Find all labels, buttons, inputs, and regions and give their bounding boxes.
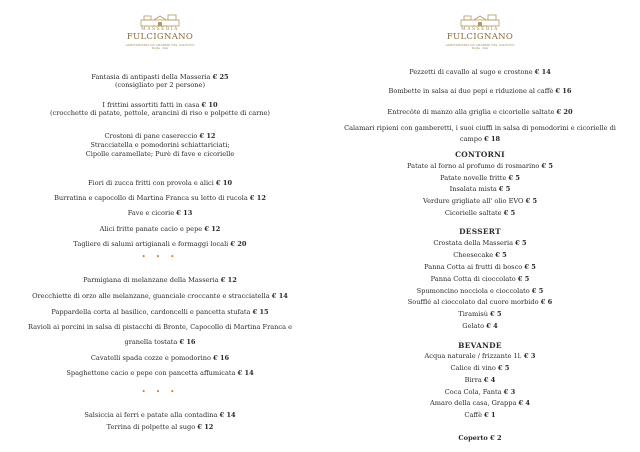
menu-item: Cheesecake € 5 — [453, 251, 507, 259]
menu-item-note: Cipolle caramellate; Purè di fave e cicorielle — [85, 150, 235, 158]
menu-right-page — [320, 0, 640, 452]
menu-item: Patate novelle fritte € 5 — [440, 174, 520, 182]
logo-subtitle: AGRITURISMO DA CHARME NEL SALENTO — [445, 43, 515, 47]
menu-item: Alici fritte panate cacio e pepe € 12 — [99, 225, 221, 233]
menu-item: Cavatelli spada cozze e pomodorino € 16 — [90, 354, 230, 362]
menu-item: Soufflé al cioccolato dal cuore morbido € 6 — [407, 298, 553, 306]
section-heading-contorni: CONTORNI — [455, 150, 505, 159]
menu-item: Terrina di polpette al sugo € 12 — [106, 423, 214, 431]
menu-item: Acqua naturale / frizzante 1l. € 3 — [424, 352, 536, 360]
menu-item: Birra € 4 — [464, 376, 496, 384]
menu-item: Crostata della Masseria € 5 — [433, 239, 527, 247]
menu-item: Panna Cotta ai frutti di bosco € 5 — [424, 263, 536, 271]
menu-item: granella tostata € 16 — [124, 338, 196, 346]
menu-item: Tiramisù € 5 — [458, 310, 502, 318]
logo-subtitle: AGRITURISMO DA CHARME NEL SALENTO — [125, 43, 195, 47]
logo-location: Puglia - Italy — [471, 47, 489, 50]
menu-item: Verdure grigliate all' olio EVO € 5 — [422, 197, 538, 205]
menu-item: Spumoncino nocciola e cioccolato € 5 — [416, 287, 544, 295]
menu-item: Crostoni di pane casereccio € 12 — [104, 132, 216, 140]
menu-item: Orecchiette di orzo alle melanzane, guanciale croccante e stracciatella € 14 — [32, 292, 288, 300]
menu-item: Entrecôte di manzo alla griglia e cicorielle saltate € 20 — [387, 108, 573, 116]
logo-name: FULCIGNANO — [446, 32, 514, 42]
menu-item: Pezzetti di cavallo al sugo e crostone € 14 — [409, 68, 551, 76]
logo-location: Puglia - Italy — [151, 47, 169, 50]
menu-item-note: Stracciatella e pomodorini schiattariciati; — [90, 141, 230, 149]
menu-item: Burratina e capocollo di Martina Franca su letto di rucola € 12 — [54, 194, 266, 202]
section-divider: • • • — [141, 388, 179, 396]
menu-item: Spaghettone cacio e pepe con pancetta affumicata € 14 — [66, 369, 254, 377]
menu-item: Coca Cola, Fanta € 3 — [444, 388, 516, 396]
menu-item: Parmigiana di melanzane della Masseria € 12 — [83, 276, 237, 284]
masseria-logo — [115, 13, 205, 53]
menu-item-note: (consigliato per 2 persone) — [114, 81, 206, 89]
menu-item: Fiori di zucca fritti con provola e alici € 10 — [87, 179, 233, 187]
menu-item: campo € 18 — [459, 135, 501, 143]
menu-item-note: (crocchette di patate, pettole, arancini di riso e polpette di carne) — [49, 109, 270, 117]
menu-item: Caffè € 1 — [464, 411, 496, 419]
menu-item: Pappardella corta al basilico, cardoncelli e pancetta stufata € 15 — [51, 308, 269, 316]
menu-item: Calice di vino € 5 — [450, 364, 510, 372]
menu-item: Ravioli ai porcini in salsa di pistacchi di Bronte, Capocollo di Martina Franca e — [27, 323, 293, 331]
menu-item: Patate al forno al profumo di rosmarino € 5 — [407, 162, 553, 170]
masseria-logo — [435, 13, 525, 53]
logo-top-text: MASSERIA — [461, 27, 499, 32]
menu-item: Amaro della casa, Grappa € 4 — [430, 399, 530, 407]
menu-item: I frittini assortiti fatti in casa € 10 — [102, 101, 218, 109]
menu-item: Bombette in salsa ai due pepi e riduzione al caffè € 16 — [388, 87, 572, 95]
section-heading-bevande: BEVANDE — [458, 341, 502, 350]
cover-charge: Coperto € 2 — [458, 434, 502, 442]
menu-item: Cicorielle saltate € 5 — [444, 209, 516, 217]
section-divider: • • • — [141, 253, 179, 261]
menu-item: Fave e cicorie € 13 — [127, 209, 193, 217]
masseria-building-icon — [458, 13, 502, 27]
section-heading-dessert: DESSERT — [459, 227, 501, 236]
menu-item: Insalata mista € 5 — [449, 185, 511, 193]
masseria-building-icon — [138, 13, 182, 27]
menu-item: Gelato € 4 — [462, 322, 498, 330]
menu-item: Salsiccia ai ferri e patate alla contadina € 14 — [84, 411, 236, 419]
menu-item: Calamari ripieni con gamberetti, i suoi ciuffi in salsa di pomodorini e cicorielle di — [344, 124, 616, 132]
logo-top-text: MASSERIA — [141, 27, 179, 32]
menu-item: Tagliere di salumi artigianali e formaggi locali € 20 — [73, 240, 247, 248]
menu-item: Fantasia di antipasti della Masseria € 25 — [91, 73, 229, 81]
menu-item: Panna Cotta di cioccolato € 5 — [430, 275, 530, 283]
logo-name: FULCIGNANO — [126, 32, 194, 42]
